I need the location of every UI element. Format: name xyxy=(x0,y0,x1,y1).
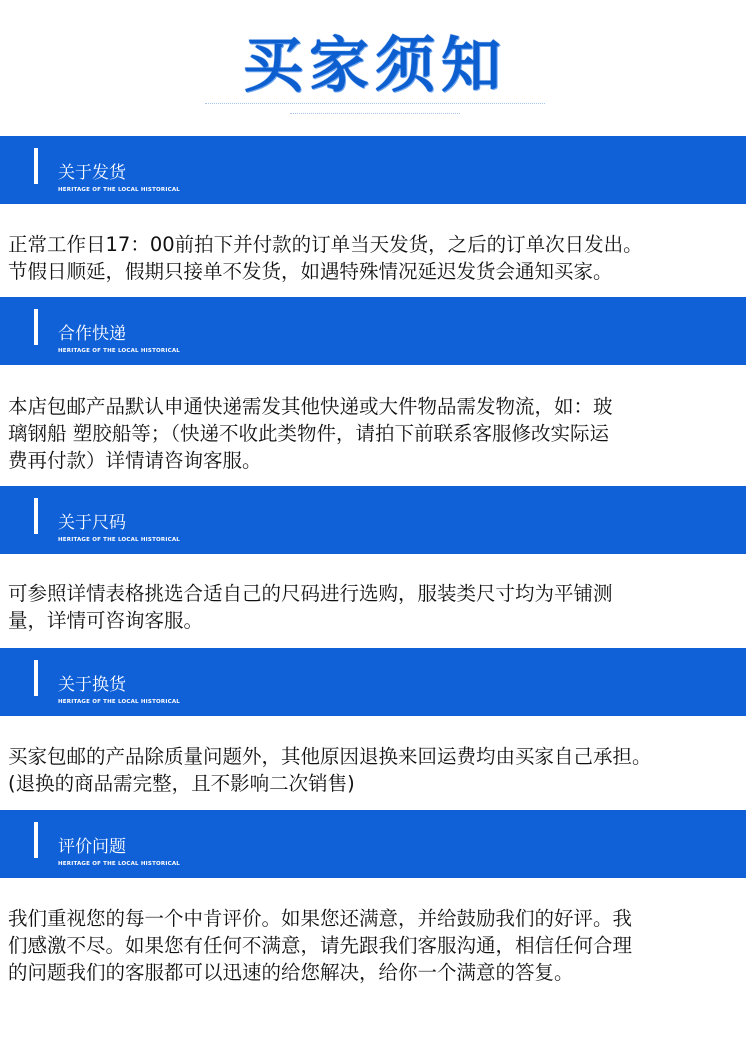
section-body-size: 可参照详情表格挑选合适自己的尺码进行选购，服装类尺寸均为平铺测 量，详情可咨询客服。 xyxy=(8,582,613,632)
section-header-reviews xyxy=(0,810,746,878)
section-subtitle: HERITAGE OF THE LOCAL HISTORICAL xyxy=(58,348,180,354)
section-header-size xyxy=(0,486,746,554)
header-accent-bar xyxy=(34,309,38,345)
title-divider-secondary xyxy=(290,113,460,114)
header-accent-bar xyxy=(34,822,38,858)
section-header-exchange xyxy=(0,648,746,716)
section-body-courier: 本店包邮产品默认申通快递需发其他快递或大件物品需发物流，如：玻 璃钢船 塑胶船等；（快递不收此类物件，请拍下前联系客服修改实际运 费再付款）详情请咨询客服。 xyxy=(8,395,613,472)
section-body-shipping: 正常工作日17：00前拍下并付款的订单当天发货，之后的订单次日发出。 节假日顺延，假期只接单不发货，如遇特殊情况延迟发货会通知买家。 xyxy=(8,233,643,283)
section-body-exchange: 买家包邮的产品除质量问题外，其他原因退换来回运费均由买家自己承担。 (退换的商品需完整，且不影响二次销售) xyxy=(8,745,652,795)
header-accent-bar xyxy=(34,498,38,534)
section-title: 评价问题 xyxy=(58,837,126,857)
section-subtitle: HERITAGE OF THE LOCAL HISTORICAL xyxy=(58,187,180,193)
section-title: 关于发货 xyxy=(58,163,126,183)
title-divider xyxy=(205,103,545,104)
section-header-courier xyxy=(0,297,746,365)
section-header-shipping xyxy=(0,136,746,204)
section-subtitle: HERITAGE OF THE LOCAL HISTORICAL xyxy=(58,861,180,867)
header-accent-bar xyxy=(34,660,38,696)
section-body-reviews: 我们重视您的每一个中肯评价。如果您还满意，并给鼓励我们的好评。我 们感激不尽。如果您有任何不满意，请先跟我们客服沟通，相信任何合理 的问题我们的客服都可以迅速的给您解决，给你一个满意的答复。 xyxy=(8,907,633,984)
header-accent-bar xyxy=(34,148,38,184)
section-subtitle: HERITAGE OF THE LOCAL HISTORICAL xyxy=(58,699,180,705)
section-title: 关于尺码 xyxy=(58,513,126,533)
section-title: 合作快递 xyxy=(58,324,126,344)
section-subtitle: HERITAGE OF THE LOCAL HISTORICAL xyxy=(58,537,180,543)
page-title: 买家须知 xyxy=(243,31,507,101)
section-title: 关于换货 xyxy=(58,675,126,695)
